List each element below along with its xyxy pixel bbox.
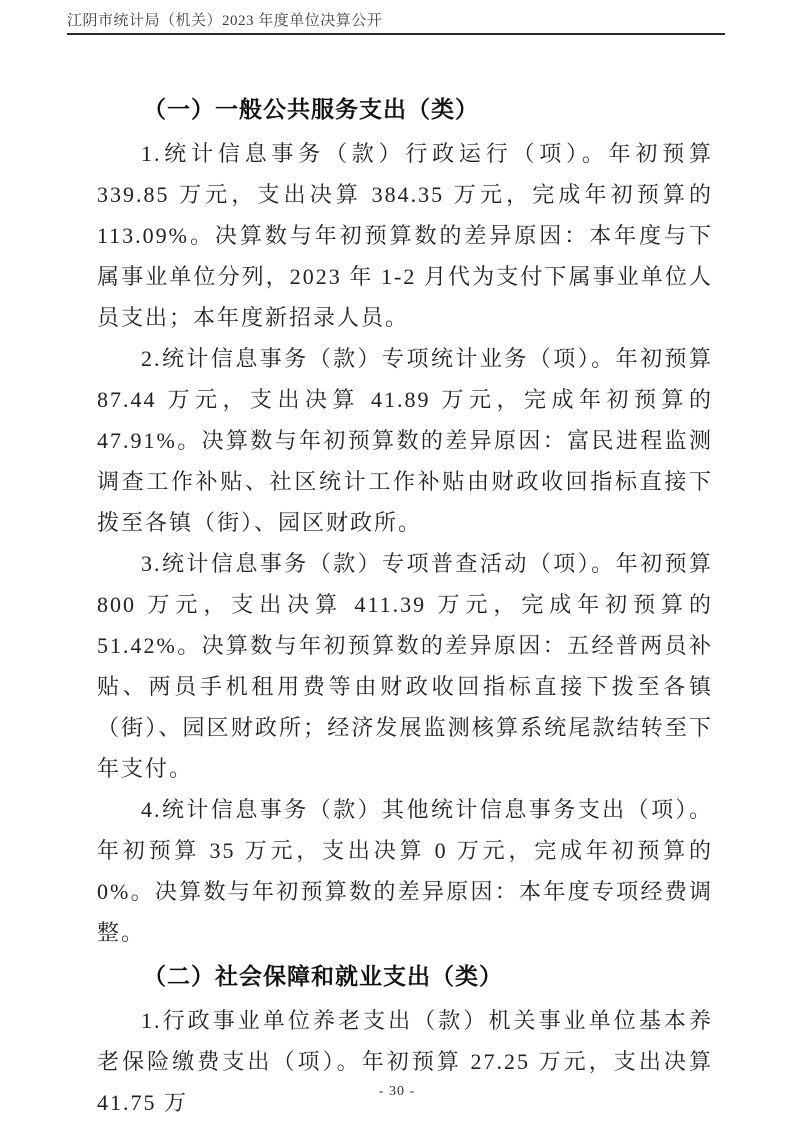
page-header (67, 12, 725, 35)
section-heading-social-security-employment: （二）社会保障和就业支出（类） (143, 964, 503, 989)
paragraph-special-census: 3.统计信息事务（款）专项普查活动（项）。年初预算 800 万元，支出决算 411.39 万元，完成年初预算的 51.42%。决算数与年初预算数的差异原因：五经普两员补贴、两员手机租用费等由财政收回指标直接下拨至各镇（街）、园区财政所；经济发展监测核算系统尾款结转至下年支付。 (97, 551, 713, 781)
page-number: - 30 - (378, 1084, 416, 1099)
paragraph-pension-contribution: 1.行政事业单位养老支出（款）机关事业单位基本养老保险缴费支出（项）。年初预算 27.25 万元，支出决算 41.75 万 (97, 1008, 713, 1115)
document-body (97, 86, 713, 1123)
paragraph-other-statistics-info: 4.统计信息事务（款）其他统计信息事务支出（项）。年初预算 35 万元，支出决算 0 万元，完成年初预算的 0%。决算数与年初预算数的差异原因：本年度专项经费调整。 (97, 797, 713, 945)
section-heading-general-public-services: （一）一般公共服务支出（类） (143, 97, 479, 122)
header-title: 江阴市统计局（机关）2023 年度单位决算公开 (67, 13, 383, 29)
paragraph-admin-operation: 1.统计信息事务（款）行政运行（项）。年初预算 339.85 万元，支出决算 384.35 万元，完成年初预算的 113.09%。决算数与年初预算数的差异原因：本年度与下属事业单位分列，2023 年 1-2 月代为支付下属事业单位人员支出；本年度新招录人员。 (97, 141, 713, 330)
paragraph-special-statistics: 2.统计信息事务（款）专项统计业务（项）。年初预算 87.44 万元，支出决算 41.89 万元，完成年初预算的 47.91%。决算数与年初预算数的差异原因：富民进程监测调查工作补贴、社区统计工作补贴由财政收回指标直接下拨至各镇（街）、园区财政所。 (97, 346, 713, 535)
page-footer (0, 1082, 794, 1100)
